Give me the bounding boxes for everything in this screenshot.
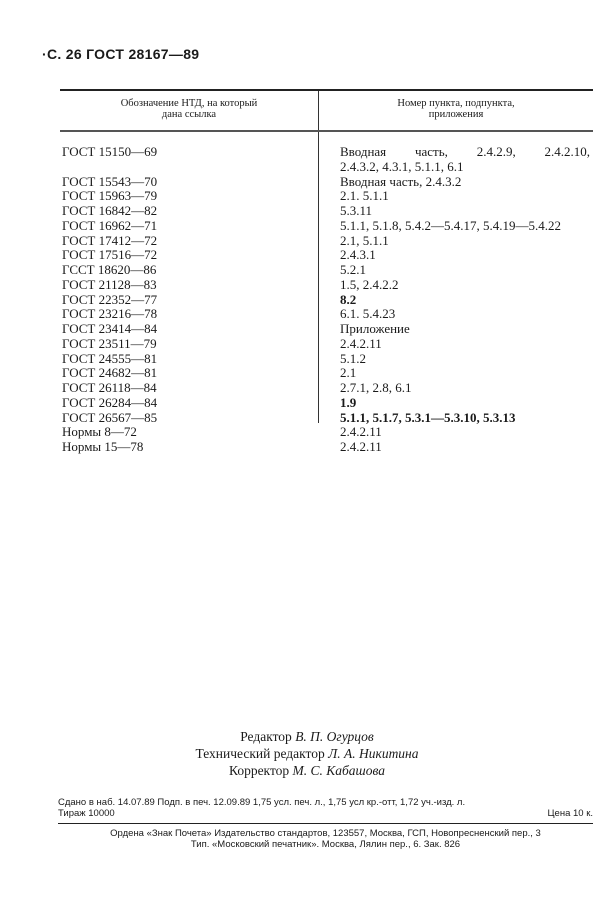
doc-cell: ГОСТ 26567—85 [62,409,158,425]
ref-cell: 2.1, 5.1.1 [340,232,389,248]
doc-cell: ГОСТ 22352—77 [62,291,158,307]
price: Цена 10 к. [547,808,593,819]
doc-cell: ГОСТ 21128—83 [62,276,157,292]
publisher-info: Ордена «Знак Почета» Издательство стандартов, 123557, Москва, ГСП, Новопресненский пер., 3 Тип. «Московский печатник». Москва, Лялин пер., 6. Зак. 826 [110,828,541,850]
ref-cell: 5.2.1 [340,262,366,277]
table-top-rule [60,89,593,91]
imprint-details: Сдано в наб. 14.07.89 Подп. в печ. 12.09.89 1,75 усл. печ. л., 1,75 усл кр.-отт, 1,72 уч.-изд. л. Тираж 10000 Цена 10 к. [58,797,593,819]
col2-header: Номер пункта, подпункта, приложения [397,98,515,120]
table-header-rule [60,130,593,132]
doc-cell: ГОСТ 24682—81 [62,365,158,381]
ref-cell: 5.1.1, 5.1.8, 5.4.2—5.4.17, 5.4.19—5.4.22 [340,217,561,233]
doc-cell: ГОСТ 16842—82 [62,203,158,218]
credit-tech-editor: Технический редактор Л. А. Никитина [195,746,419,761]
ref-cell: 2.4.2.11 [340,439,382,454]
doc-cell: ГОСТ 23414—84 [62,321,158,336]
ref-cell: 6.1. 5.4.23 [340,306,396,322]
credits [0,728,614,779]
doc-cell: ГОСТ 16962—71 [62,217,158,233]
ref-cell: 5.1.2 [340,350,366,366]
doc-cell: ГОСТ 17412—72 [62,232,158,248]
doc-cell: ГОСТ 15963—79 [62,188,158,204]
ref-cell: 2.1. 5.1.1 [340,188,389,204]
doc-column [62,145,157,455]
column-divider [318,91,319,423]
ref-cell: 5.1.1, 5.1.7, 5.3.1—5.3.10, 5.3.13 [340,409,516,425]
ref-cell-line2: 2.4.3.2, 4.3.1, 5.1.1, 6.1 [340,158,464,174]
doc-cell: ГОСТ 17516—72 [62,247,158,263]
ref-cell: Вводная часть, 2.4.3.2 [340,173,462,189]
ref-cell: 2.1 [340,365,357,381]
col1-header: Обозначение НТД, на который дана ссылка [120,98,258,120]
ref-cell: 1.5, 2.4.2.2 [340,276,399,292]
credit-proofreader: Корректор М. С. Кабашова [228,763,386,778]
imprint-rule [58,823,593,824]
ref-cell-line1: Вводная часть, 2.4.2.9, 2.4.2.10, [340,144,590,159]
doc-cell: ГССТ 18620—86 [62,262,157,277]
page-header: ·С. 26 ГОСТ 28167—89 [42,46,200,62]
ref-cell: 8.2 [340,291,357,307]
ref-cell: 2.7.1, 2.8, 6.1 [340,380,412,395]
doc-cell: ГОСТ 24555—81 [62,350,158,366]
doc-cell: ГОСТ 15150—69 [62,144,158,159]
ref-column [340,145,590,455]
ref-cell: 2.4.2.11 [340,335,382,351]
ref-cell: 2.4.3.1 [340,247,376,263]
doc-cell: ГОСТ 15543—70 [62,173,158,189]
doc-cell: ГОСТ 26118—84 [62,380,157,395]
ref-cell: 1.9 [340,394,357,410]
circulation: Тираж 10000 [58,808,115,819]
ref-cell: Приложение [340,321,410,336]
doc-cell: ГОСТ 23216—78 [62,306,158,322]
doc-cell: Нормы 8—72 [62,424,137,440]
doc-cell: ГОСТ 23511—79 [62,335,157,351]
credit-editor: Редактор В. П. Огурцов [240,729,374,744]
ref-cell: 2.4.2.11 [340,424,382,440]
doc-cell: ГОСТ 26284—84 [62,394,158,410]
ref-cell: 5.3.11 [340,203,373,218]
doc-cell: Нормы 15—78 [62,439,144,454]
